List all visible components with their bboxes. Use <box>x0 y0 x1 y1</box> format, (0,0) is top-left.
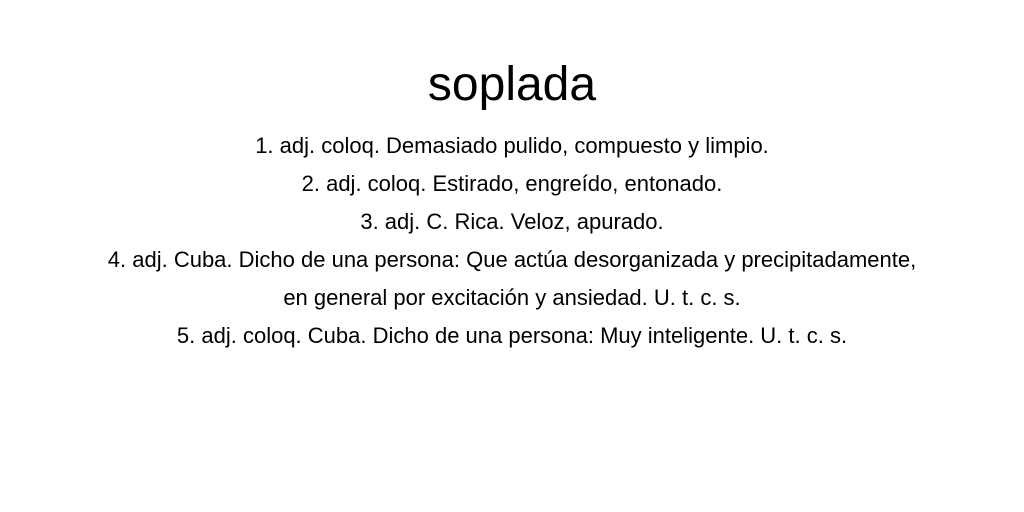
definition-item <box>0 241 1024 317</box>
definition-text: 3. adj. C. Rica. Veloz, apurado. <box>360 209 664 234</box>
definition-item <box>0 127 1024 165</box>
definition-text: 1. adj. coloq. Demasiado pulido, compuesto y limpio. <box>255 133 769 158</box>
definition-item <box>0 203 1024 241</box>
definition-item <box>0 317 1024 355</box>
headword-title: soplada <box>427 58 597 111</box>
definition-text: 5. adj. coloq. Cuba. Dicho de una persona: Muy inteligente. U. t. c. s. <box>176 323 848 348</box>
definition-list <box>0 127 1024 355</box>
definition-text-continuation: en general por excitación y ansiedad. U. t. c. s. <box>283 285 741 310</box>
definition-text: 2. adj. coloq. Estirado, engreído, entonado. <box>301 171 723 196</box>
definition-item <box>0 165 1024 203</box>
definition-text: 4. adj. Cuba. Dicho de una persona: Que actúa desorganizada y precipitadamente, <box>107 247 917 272</box>
